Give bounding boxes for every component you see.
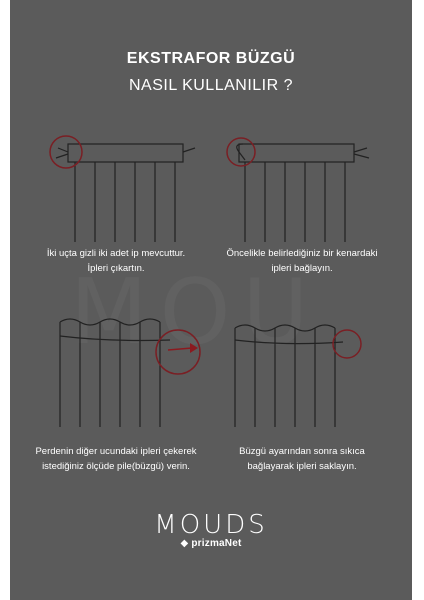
highlight-circle [333,330,361,358]
curtain-header-band [68,144,183,162]
prizma-icon: ◆ [180,538,189,549]
step-3-line1: Perdenin diğer ucundaki ipleri çekerek [35,446,197,457]
page-title: EKSTRAFOR BÜZGÜ [126,50,296,67]
step-3-line2: istediğiniz ölçüde pile(büzgü) verin. [42,461,190,472]
step-4-line2: bağlayarak ipleri saklayın. [247,461,357,472]
step-1-line1: İki uçta gizli iki adet ip mevcuttur. [46,248,186,259]
brand-sub-text: prizmaNet [191,538,242,549]
step-4-line1: Büzgü ayarından sonra sıkıca [239,446,365,457]
step-1-line2: İpleri çıkartın. [87,263,145,274]
highlight-circle [50,136,82,168]
step-1-caption [26,246,206,276]
curtain-header-band [239,144,354,162]
step-4-caption [212,444,392,474]
step-2-line1: Öncelikle belirlediğiniz bir kenardaki [226,248,378,259]
brand-logo-text: MOUDS [154,510,268,540]
step-2-line2: ipleri bağlayın. [271,263,333,274]
step-3-illustration [40,312,215,432]
highlight-circle [156,330,200,374]
step-4-illustration [225,312,395,432]
instruction-panel [10,0,412,600]
brand-logo [10,510,412,549]
step-2-illustration [225,130,385,245]
page-subtitle: NASIL KULLANILIR ? [128,77,294,94]
step-1-illustration [40,130,200,245]
pull-arrow-icon [168,343,198,353]
step-3-caption [26,444,206,474]
step-2-caption [212,246,392,276]
